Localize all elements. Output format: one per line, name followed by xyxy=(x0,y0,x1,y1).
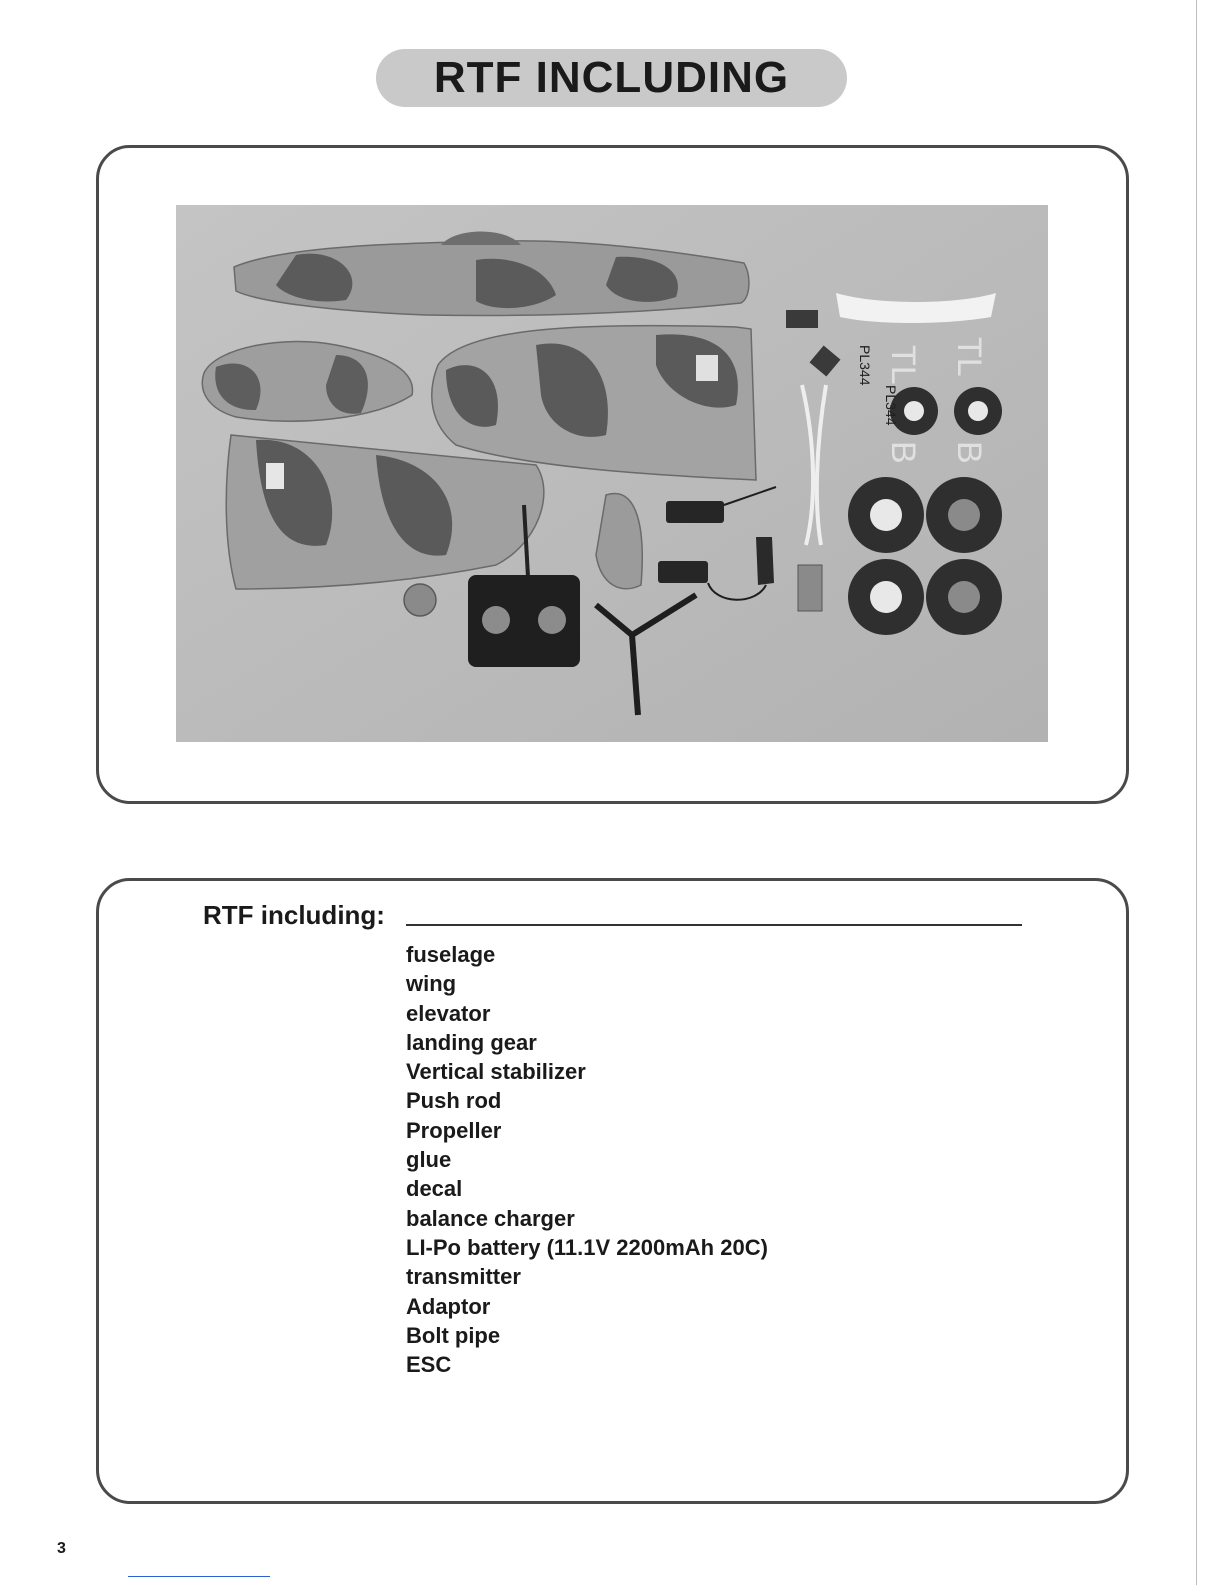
list-item: Vertical stabilizer xyxy=(406,1059,586,1085)
page-number: 3 xyxy=(57,1540,66,1557)
page-edge-rule xyxy=(1196,0,1197,1585)
title-banner xyxy=(376,49,847,107)
list-item: Push rod xyxy=(406,1088,502,1114)
list-item: elevator xyxy=(406,1000,491,1026)
list-heading: RTF including: xyxy=(203,900,385,930)
list-item: LI-Po battery (11.1V 2200mAh 20C) xyxy=(406,1234,768,1260)
spinner-part xyxy=(404,584,436,616)
list-item: landing gear xyxy=(406,1029,537,1055)
list-item: fuselage xyxy=(406,942,496,967)
list-item: transmitter xyxy=(406,1264,521,1290)
page-title: RTF INCLUDING xyxy=(433,53,790,102)
list-item: Propeller xyxy=(406,1117,502,1143)
heading-underline xyxy=(406,924,1022,926)
esc-part xyxy=(658,561,708,583)
decal-pl344-left: PL344 xyxy=(857,345,873,386)
decal-b-left: B xyxy=(884,441,922,464)
list-item: decal xyxy=(406,1176,463,1202)
contents-list xyxy=(406,940,768,1379)
list-item: wing xyxy=(406,971,457,997)
battery-part xyxy=(666,501,724,523)
footer-link-underline[interactable] xyxy=(128,1576,270,1577)
list-item: glue xyxy=(406,1147,452,1173)
list-item: Adaptor xyxy=(406,1293,491,1319)
list-item: ESC xyxy=(406,1352,452,1378)
landing-gear-part xyxy=(786,310,818,328)
list-item: balance charger xyxy=(406,1205,575,1231)
decal-b-right: B xyxy=(950,441,988,464)
decal-tl-right: TL xyxy=(950,337,988,377)
charger-part xyxy=(756,537,774,585)
list-item: Bolt pipe xyxy=(406,1322,501,1348)
decal-tl-left: TL xyxy=(884,345,922,385)
kit-contents-photo xyxy=(176,205,1048,742)
decal-pl344-right: PL344 xyxy=(883,385,899,426)
